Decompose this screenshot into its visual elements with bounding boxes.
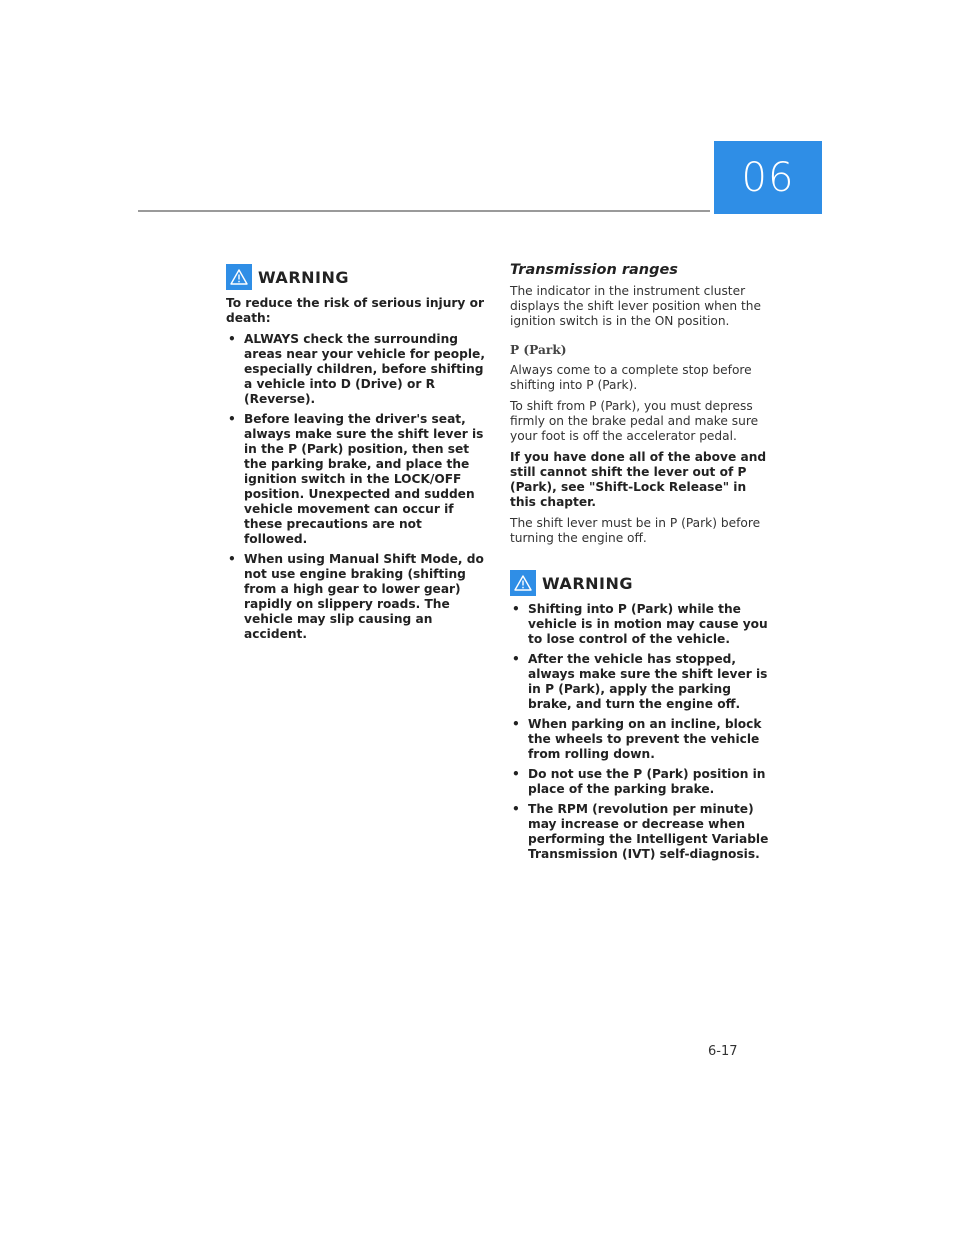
paragraph: Always come to a complete stop before shifting into P (Park). [510,363,752,392]
warning-bullet [510,602,772,647]
bullet-dot: • [512,802,520,816]
bullet-dot: • [228,332,236,346]
right-column [510,262,772,867]
section-title: Transmission ranges [510,262,678,278]
bullet-dot: • [512,652,520,666]
warning-bullet [510,767,772,797]
bullet-dot: • [228,412,236,426]
warning-icon [226,264,252,290]
warning-title: WARNING [542,573,633,593]
header-rule [138,210,710,212]
warning-bullet [226,332,488,407]
warning-bullet-text: Shifting into P (Park) while the vehicle is in motion may cause you to lose control of the vehicle. [528,602,768,646]
warning-bullet [510,717,772,762]
warning-bullet-text: After the vehicle has stopped, always make sure the shift lever is in P (Park), apply the parking brake, and turn the engine off. [528,652,768,711]
bullet-dot: • [512,717,520,731]
warning-bullet-text: The RPM (revolution per minute) may increase or decrease when performing the Intelligent Variable Transmission (IVT) self-diagnosis. [528,802,769,861]
page-number: 6-17 [708,1044,738,1059]
left-column [226,262,488,647]
warning-header [226,262,488,292]
warning-bullet-text: Before leaving the driver's seat, always make sure the shift lever is in the P (Park) position, then set the parking brake, and place the ignition switch in the LOCK/OFF position. Unexpected and sudden vehicle movement can occur if these precautions are not followed. [244,412,484,546]
warning-bullet-text: When using Manual Shift Mode, do not use engine braking (shifting from a high gear to lower gear) rapidly on slippery roads. The vehicle may slip causing an accident. [244,552,484,641]
warning-box [510,568,772,862]
bullet-dot: • [512,767,520,781]
subsection-title: P (Park) [510,343,567,357]
warning-bullet-text: Do not use the P (Park) position in place of the parking brake. [528,767,766,796]
bold-note: If you have done all of the above and still cannot shift the lever out of P (Park), see "Shift-Lock Release" in this chapter. [510,450,767,509]
warning-bullet-list [510,602,772,862]
warning-bullet [226,552,488,642]
warning-title: WARNING [258,267,349,287]
closing-paragraph: The shift lever must be in P (Park) before turning the engine off. [510,516,761,545]
warning-icon [510,570,536,596]
bullet-dot: • [228,552,236,566]
warning-bullet [510,802,772,862]
warning-header [510,568,772,598]
warning-intro: To reduce the risk of serious injury or death: [226,296,484,325]
warning-bullet-text: When parking on an incline, block the wheels to prevent the vehicle from rolling down. [528,717,762,761]
bullet-dot: • [512,602,520,616]
warning-bullet-text: ALWAYS check the surrounding areas near your vehicle for people, especially children, before shifting a vehicle into D (Drive) or R (Reverse). [244,332,485,406]
warning-bullet [226,412,488,547]
section-intro: The indicator in the instrument cluster displays the shift lever position when the ignition switch is in the ON position. [510,284,761,328]
warning-bullet-list [226,332,488,642]
warning-bullet [510,652,772,712]
paragraph: To shift from P (Park), you must depress firmly on the brake pedal and make sure your foot is off the accelerator pedal. [510,399,759,443]
chapter-tab: 06 [714,141,822,214]
